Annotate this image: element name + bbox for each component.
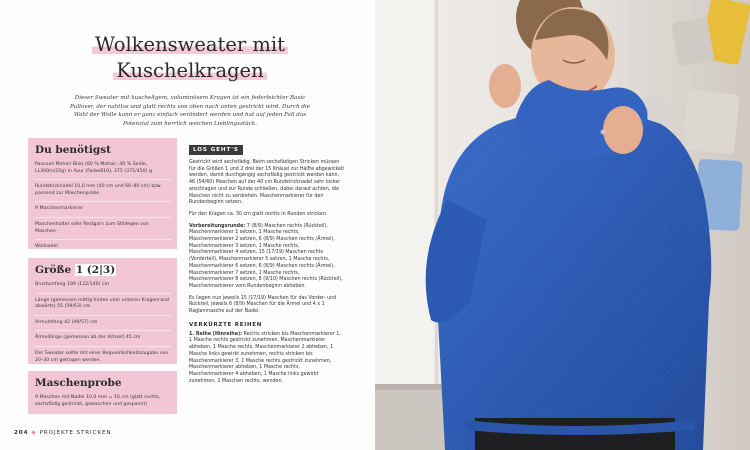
title-line-1: Wolkensweater mit (92, 33, 288, 56)
divider (35, 346, 171, 347)
divider (35, 293, 171, 294)
right-page-photo (375, 0, 750, 450)
materials-box (28, 138, 177, 249)
instructions-paragraph-5 (189, 332, 345, 386)
divider (35, 179, 171, 180)
materials-item-holder: Maschenhalter oder Restgarn zum Stilllegen von Maschen (35, 221, 149, 234)
instructions-paragraph-3 (189, 224, 345, 291)
size-heading-prefix: Größe (35, 264, 75, 276)
left-hand (489, 64, 521, 108)
size-arm: Armumfang 42 (49/57) cm (35, 319, 98, 325)
size-box (28, 258, 177, 364)
ring-icon (601, 130, 606, 135)
right-hand (603, 106, 643, 154)
short-rows-heading: VERKÜRZTE REIHEN (189, 321, 263, 328)
intro-text: Dieser Sweater mit kuscheligem, voluminösem Kragen ist ein federleichter Basic Pullover, der nahtlos und glatt rechts von oben nach unten gestrickt wird. Durch die Wahl der Wolle kann er ganz einfach verändert werden und hat auf jeden Fall das Potenzial zum herrlich weichen Lieblingsstück. (70, 95, 311, 127)
gauge-box (28, 371, 177, 414)
divider (35, 239, 171, 240)
gauge-heading: Maschenprobe (35, 377, 122, 389)
size-heading-sizes: 1 (2|3) (75, 264, 116, 276)
materials-item-tapestry-needle: Wollnadel (35, 244, 58, 250)
footer-bullet-icon: ◆ (31, 430, 37, 436)
divider (35, 201, 171, 202)
size-sleeve: Ärmellänge (gemessen ab der Achsel) 45 cm (35, 335, 141, 341)
instructions-paragraph-1: Gestrickt wird sechsfädig. Beim sechsfädigen Stricken müssen für die Größen 1 und 2 drei der 15 Knäuel zur Hälfte abgewickelt werden, damit durchgängig sechsfädig gestrickt werden kann. 46 (54/60) Maschen auf der 40 cm Rundstricknadel sehr locker anschlagen und zur Runde schließen, dabei darauf achten, die Maschen nicht zu verdrehen. Maschenmarkierer für den Rundenbeginn setzen. (189, 160, 345, 206)
gauge-text: 9 Maschen mit Nadel 10,0 mm = 10 cm (glatt rechts, sechsfädig gestrickt, gewaschen und gespannt) (35, 395, 161, 407)
instructions-paragraph-2: Für den Kragen ca. 30 cm glatt rechts in Runden stricken. (189, 211, 328, 217)
preparation-round-text: 7 (8/9) Maschen rechts (Rückteil), Maschenmarkierer 1 setzen, 1 Masche rechts, Maschenmarkierer 2 setzen, 6 (8/9) Maschen rechts (Ärmel), Maschenmarkierer 3 setzen, 1 Masche rechts, Maschenmarkierer 4 setzen, 15 (17/19) Maschen rechts (Vorderteil), Maschenmarkierer 5 setzen, 1 Masche rechts, Maschenmarkierer 6 setzen, 6 (8/9) Maschen rechts (Ärmel), Maschenmarkierer 7 setzen, 1 Masche rechts, Maschenmarkierer 8 setzen, 8 (9/10) Maschen rechts (Rückteil), Maschenmarkierer vom Rundenbeginn abheben. (189, 223, 343, 289)
page-title (40, 32, 340, 84)
footer-section: PROJEKTE STRICKEN (39, 430, 112, 436)
divider (35, 217, 171, 218)
divider (35, 315, 171, 316)
size-chest: Brustumfang 109 (122/140) cm (35, 282, 110, 287)
instructions-column (189, 136, 345, 390)
page-footer (14, 430, 112, 436)
instructions-heading: LOS GEHT'S (189, 145, 243, 155)
instructions-paragraph-4: Es liegen nun jeweils 15 (17/19) Maschen für das Vorder- und Rückteil, jeweils 6 (8/9) Maschen für die Ärmel und 4 x 1 Raglanmasche auf der Nadel. (189, 295, 337, 315)
row-1-text: Rechts stricken bis Maschenmarkierer 1, 1 Masche rechts gestrickt zunehmen, Maschenmarkierer abheben, 1 Masche rechts, Maschenmarkierer 2 abheben, 1 Masche links gewirkt zunehmen, rechts stricken bis Maschenmarkierer 3, 1 Masche rechts gestrickt zunehmen, Maschenmarkierer abheben, 1 Masche rechts, Maschenmarkierer 4 abheben, 1 Masche links gewirkt zunehmen, 2 Maschen rechts, wenden. (189, 331, 341, 384)
size-note: Der Sweater sollte mit einer Bequemlichkeitszugabe von 20–30 cm getragen werden. (35, 350, 169, 363)
size-length: Länge (gemessen mittig hinten vom unteren Kragenrand abwärts) 55 (59/63) cm (35, 297, 169, 310)
materials-heading: Du benötigst (35, 144, 111, 156)
materials-item-needle: Rundstricknadel 10,0 mm (40 cm und 60–80 cm) bzw. passend zur Maschenprobe (35, 184, 162, 196)
knit-swatch-white (682, 89, 740, 154)
title-line-2: Kuschelkragen (113, 59, 266, 82)
divider (35, 330, 171, 331)
row-1-label: 1. Reihe (Hinreihe): (189, 331, 243, 337)
materials-item-markers: 9 Maschenmarkierer (35, 206, 84, 212)
size-heading (35, 264, 171, 276)
materials-item-yarn: Pascuali Mohair Bliss (60 % Mohair, 40 % Seide, LL300m/25g) in Azur (Farbe810), 375 (375/450) g (35, 162, 152, 174)
knit-swatch-beige (671, 17, 714, 67)
window-light (375, 0, 433, 450)
woman-in-sweater-photo (375, 0, 750, 450)
preparation-round-label: Vorbereitungsrunde: (189, 223, 246, 229)
page-number: 204 (14, 430, 29, 436)
